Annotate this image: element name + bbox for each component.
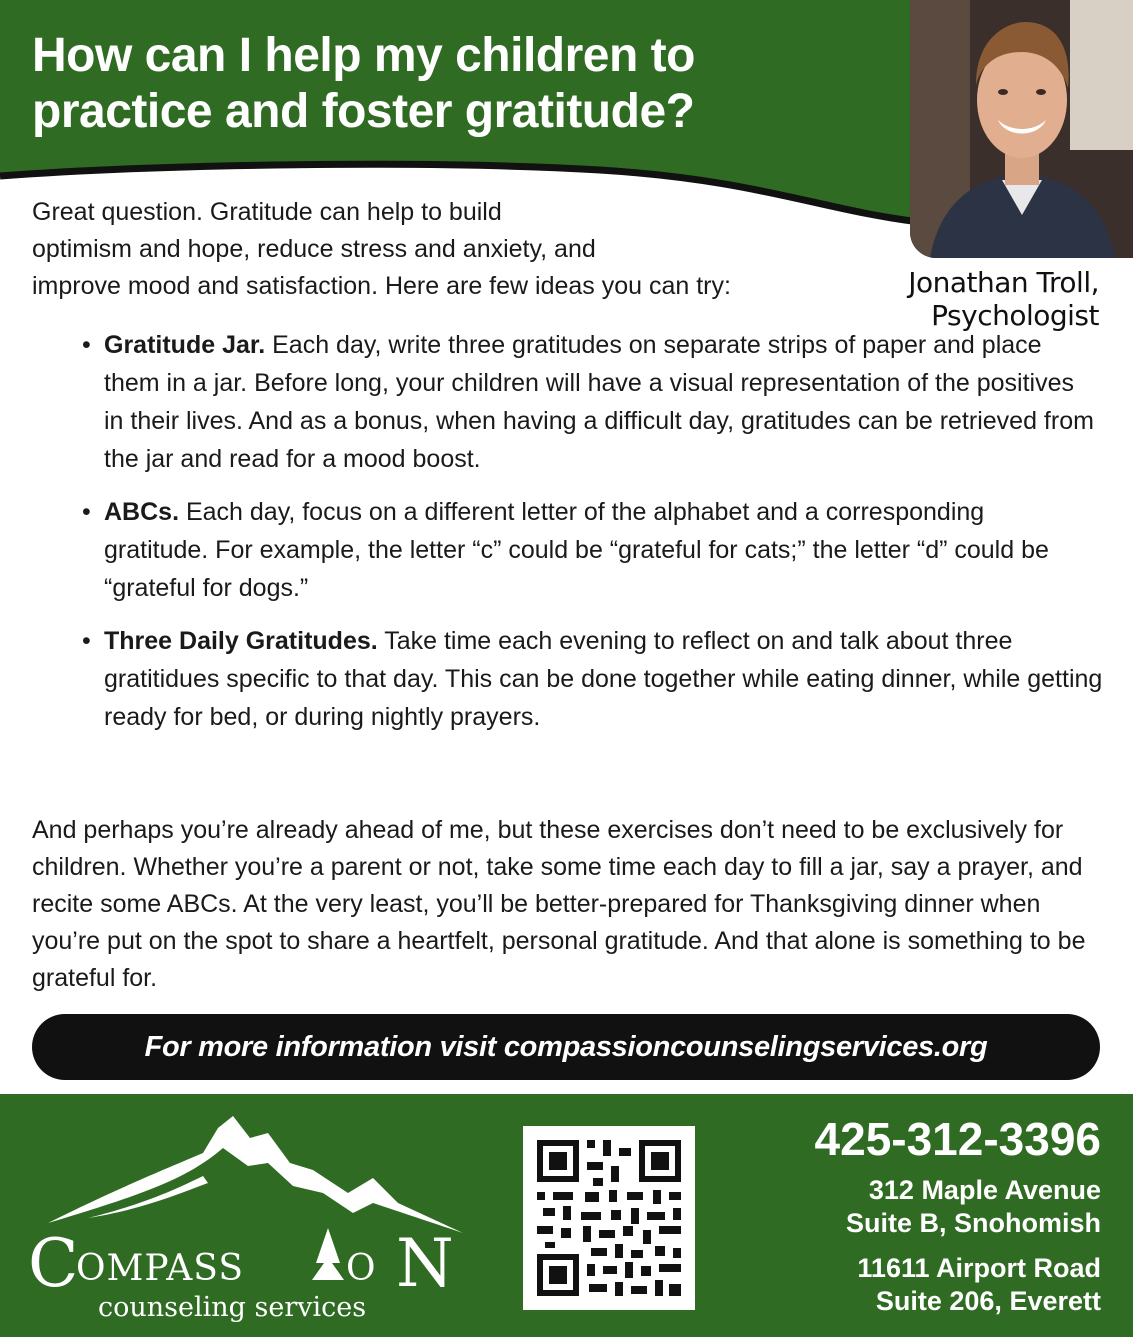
- logo-subtitle: counseling services: [98, 1292, 367, 1323]
- bullet-title: Three Daily Gratitudes.: [104, 627, 378, 655]
- page-title: [32, 28, 892, 140]
- bullet-marker: •: [82, 498, 91, 526]
- closing-paragraph: And perhaps you’re already ahead of me, but these exercises don’t need to be exclusively for children. Whether you’re a parent or not, take some time each day to fill a jar, say a prayer, and recite some ABCs. At the very least, you’ll be better-prepared for Thanksgiving dinner when you’re put on the spot to share a heartfelt, personal gratitude. And that alone is something to be grateful for.: [32, 816, 1086, 992]
- author-photo: [910, 0, 1133, 258]
- ideas-list: [82, 326, 1112, 751]
- address-line: Suite 206, Everett: [875, 1286, 1101, 1316]
- title-line-1: How can I help my children to: [32, 29, 695, 82]
- intro-line: Great question. Gratitude can help to build: [32, 198, 502, 226]
- address-line: 312 Maple Avenue: [868, 1175, 1101, 1205]
- svg-text:C: C: [28, 1225, 79, 1302]
- mountain-logo-icon: [28, 1108, 478, 1328]
- author-name: Jonathan Troll,: [908, 266, 1099, 299]
- address-snohomish: [846, 1174, 1101, 1240]
- bullet-text: Each day, focus on a different letter of the alphabet and a corresponding gratitude. For example, the letter “c” could be “grateful for cats;” the letter “d” could be “grateful for dogs.”: [104, 498, 1049, 602]
- portrait-image: [910, 0, 1133, 258]
- author-byline: [908, 266, 1099, 332]
- bullet-title: ABCs.: [104, 498, 180, 526]
- bullet-marker: •: [82, 331, 91, 359]
- list-item: [82, 493, 1094, 607]
- list-item: [82, 326, 1094, 478]
- list-item: [82, 622, 1114, 736]
- phone-number[interactable]: 425-312-3396: [814, 1113, 1101, 1165]
- qr-code-icon[interactable]: [523, 1126, 695, 1310]
- intro-line: improve mood and satisfaction. Here are few ideas you can try:: [32, 272, 731, 300]
- bullet-title: Gratitude Jar.: [104, 331, 266, 359]
- author-role: Psychologist: [931, 299, 1099, 332]
- title-line-2: practice and foster gratitude?: [32, 85, 695, 138]
- svg-text:N: N: [396, 1225, 454, 1302]
- bullet-marker: •: [82, 627, 91, 655]
- intro-line: optimism and hope, reduce stress and anxiety, and: [32, 235, 596, 263]
- svg-text:O: O: [346, 1248, 376, 1289]
- intro-paragraph: [32, 194, 892, 305]
- svg-text:OMPASS: OMPASS: [76, 1248, 244, 1289]
- bullet-text: Each day, write three gratitudes on separate strips of paper and place them in a jar. Before long, your children will have a visual representation of the positives in their lives. And as a bonus, when having a difficult day, gratitudes can be retrieved from the jar and read for a mood boost.: [104, 331, 1094, 473]
- address-line: Suite B, Snohomish: [845, 1208, 1101, 1238]
- website-banner[interactable]: For more information visit compassioncounselingservices.org: [32, 1014, 1100, 1080]
- address-line: 11611 Airport Road: [857, 1253, 1101, 1283]
- bullet-text: Take time each evening to reflect on and talk about three gratitidues specific to that day. This can be done together while eating dinner, while getting ready for bed, or during nightly prayers.: [104, 627, 1103, 731]
- address-everett: [857, 1252, 1101, 1318]
